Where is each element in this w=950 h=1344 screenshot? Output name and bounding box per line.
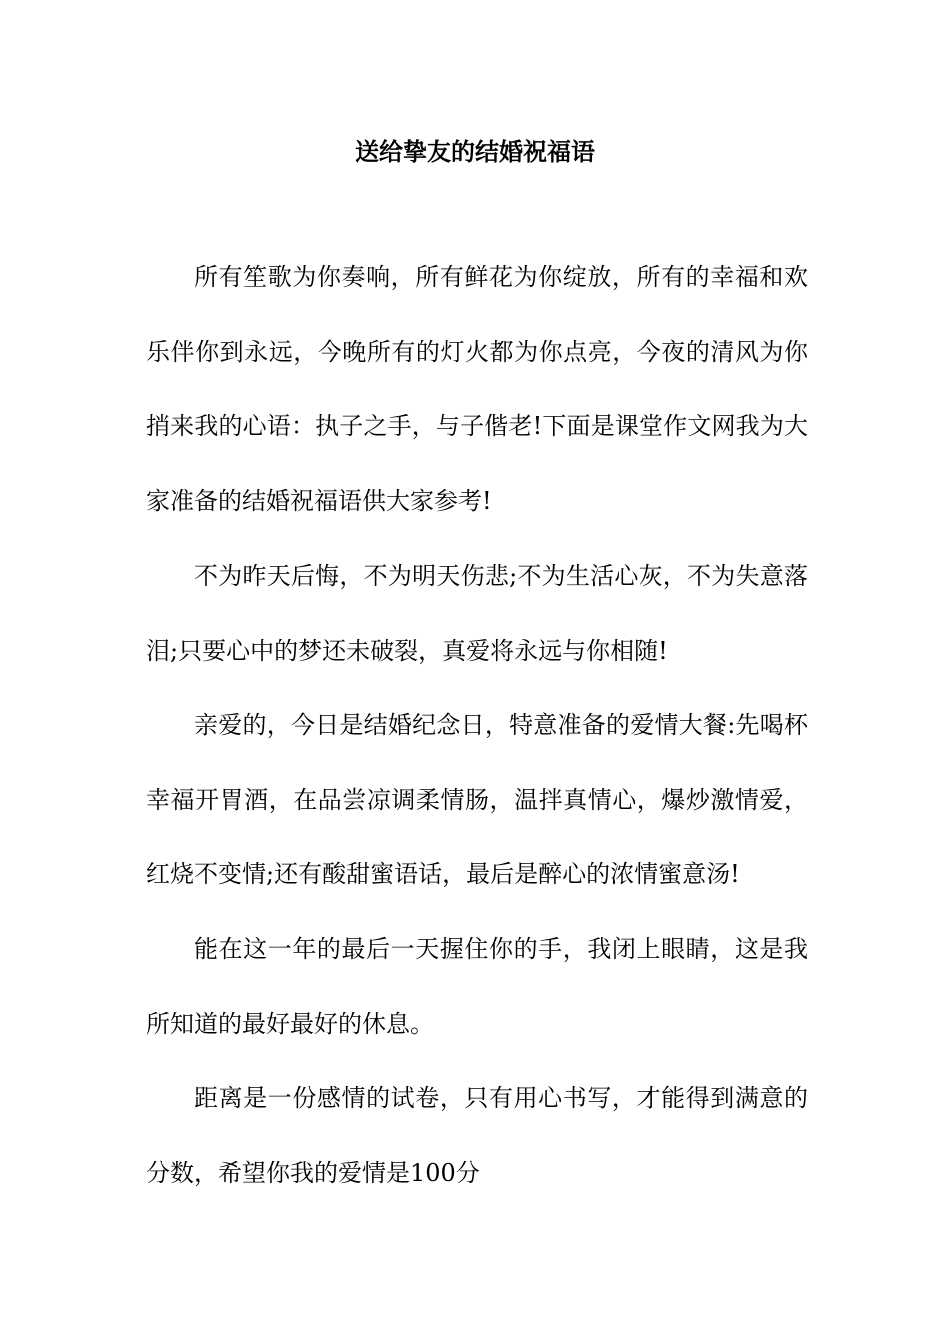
paragraph: 距离是一份感情的试卷，只有用心书写，才能得到满意的分数，希望你我的爱情是100分 <box>146 1084 808 1187</box>
paragraph: 能在这一年的最后一天握住你的手，我闭上眼睛，这是我所知道的最好最好的休息。 <box>146 935 808 1038</box>
paragraph: 不为昨天后悔，不为明天伤悲;不为生活心灰，不为失意落泪;只要心中的梦还未破裂，真爱将永远与你相随! <box>146 562 808 665</box>
paragraph: 亲爱的，今日是结婚纪念日，特意准备的爱情大餐:先喝杯幸福开胃酒，在品尝凉调柔情肠，温拌真情心，爆炒激情爱，红烧不变情;还有酸甜蜜语话，最后是醉心的浓情蜜意汤! <box>146 711 808 889</box>
document-title: 送给挚友的结婚祝福语 <box>355 138 595 166</box>
paragraph: 所有笙歌为你奏响，所有鲜花为你绽放，所有的幸福和欢乐伴你到永远，今晚所有的灯火都为你点亮，今夜的清风为你捎来我的心语：执子之手，与子偕老!下面是课堂作文网我为大家准备的结婚祝福语供大家参考! <box>146 263 808 515</box>
